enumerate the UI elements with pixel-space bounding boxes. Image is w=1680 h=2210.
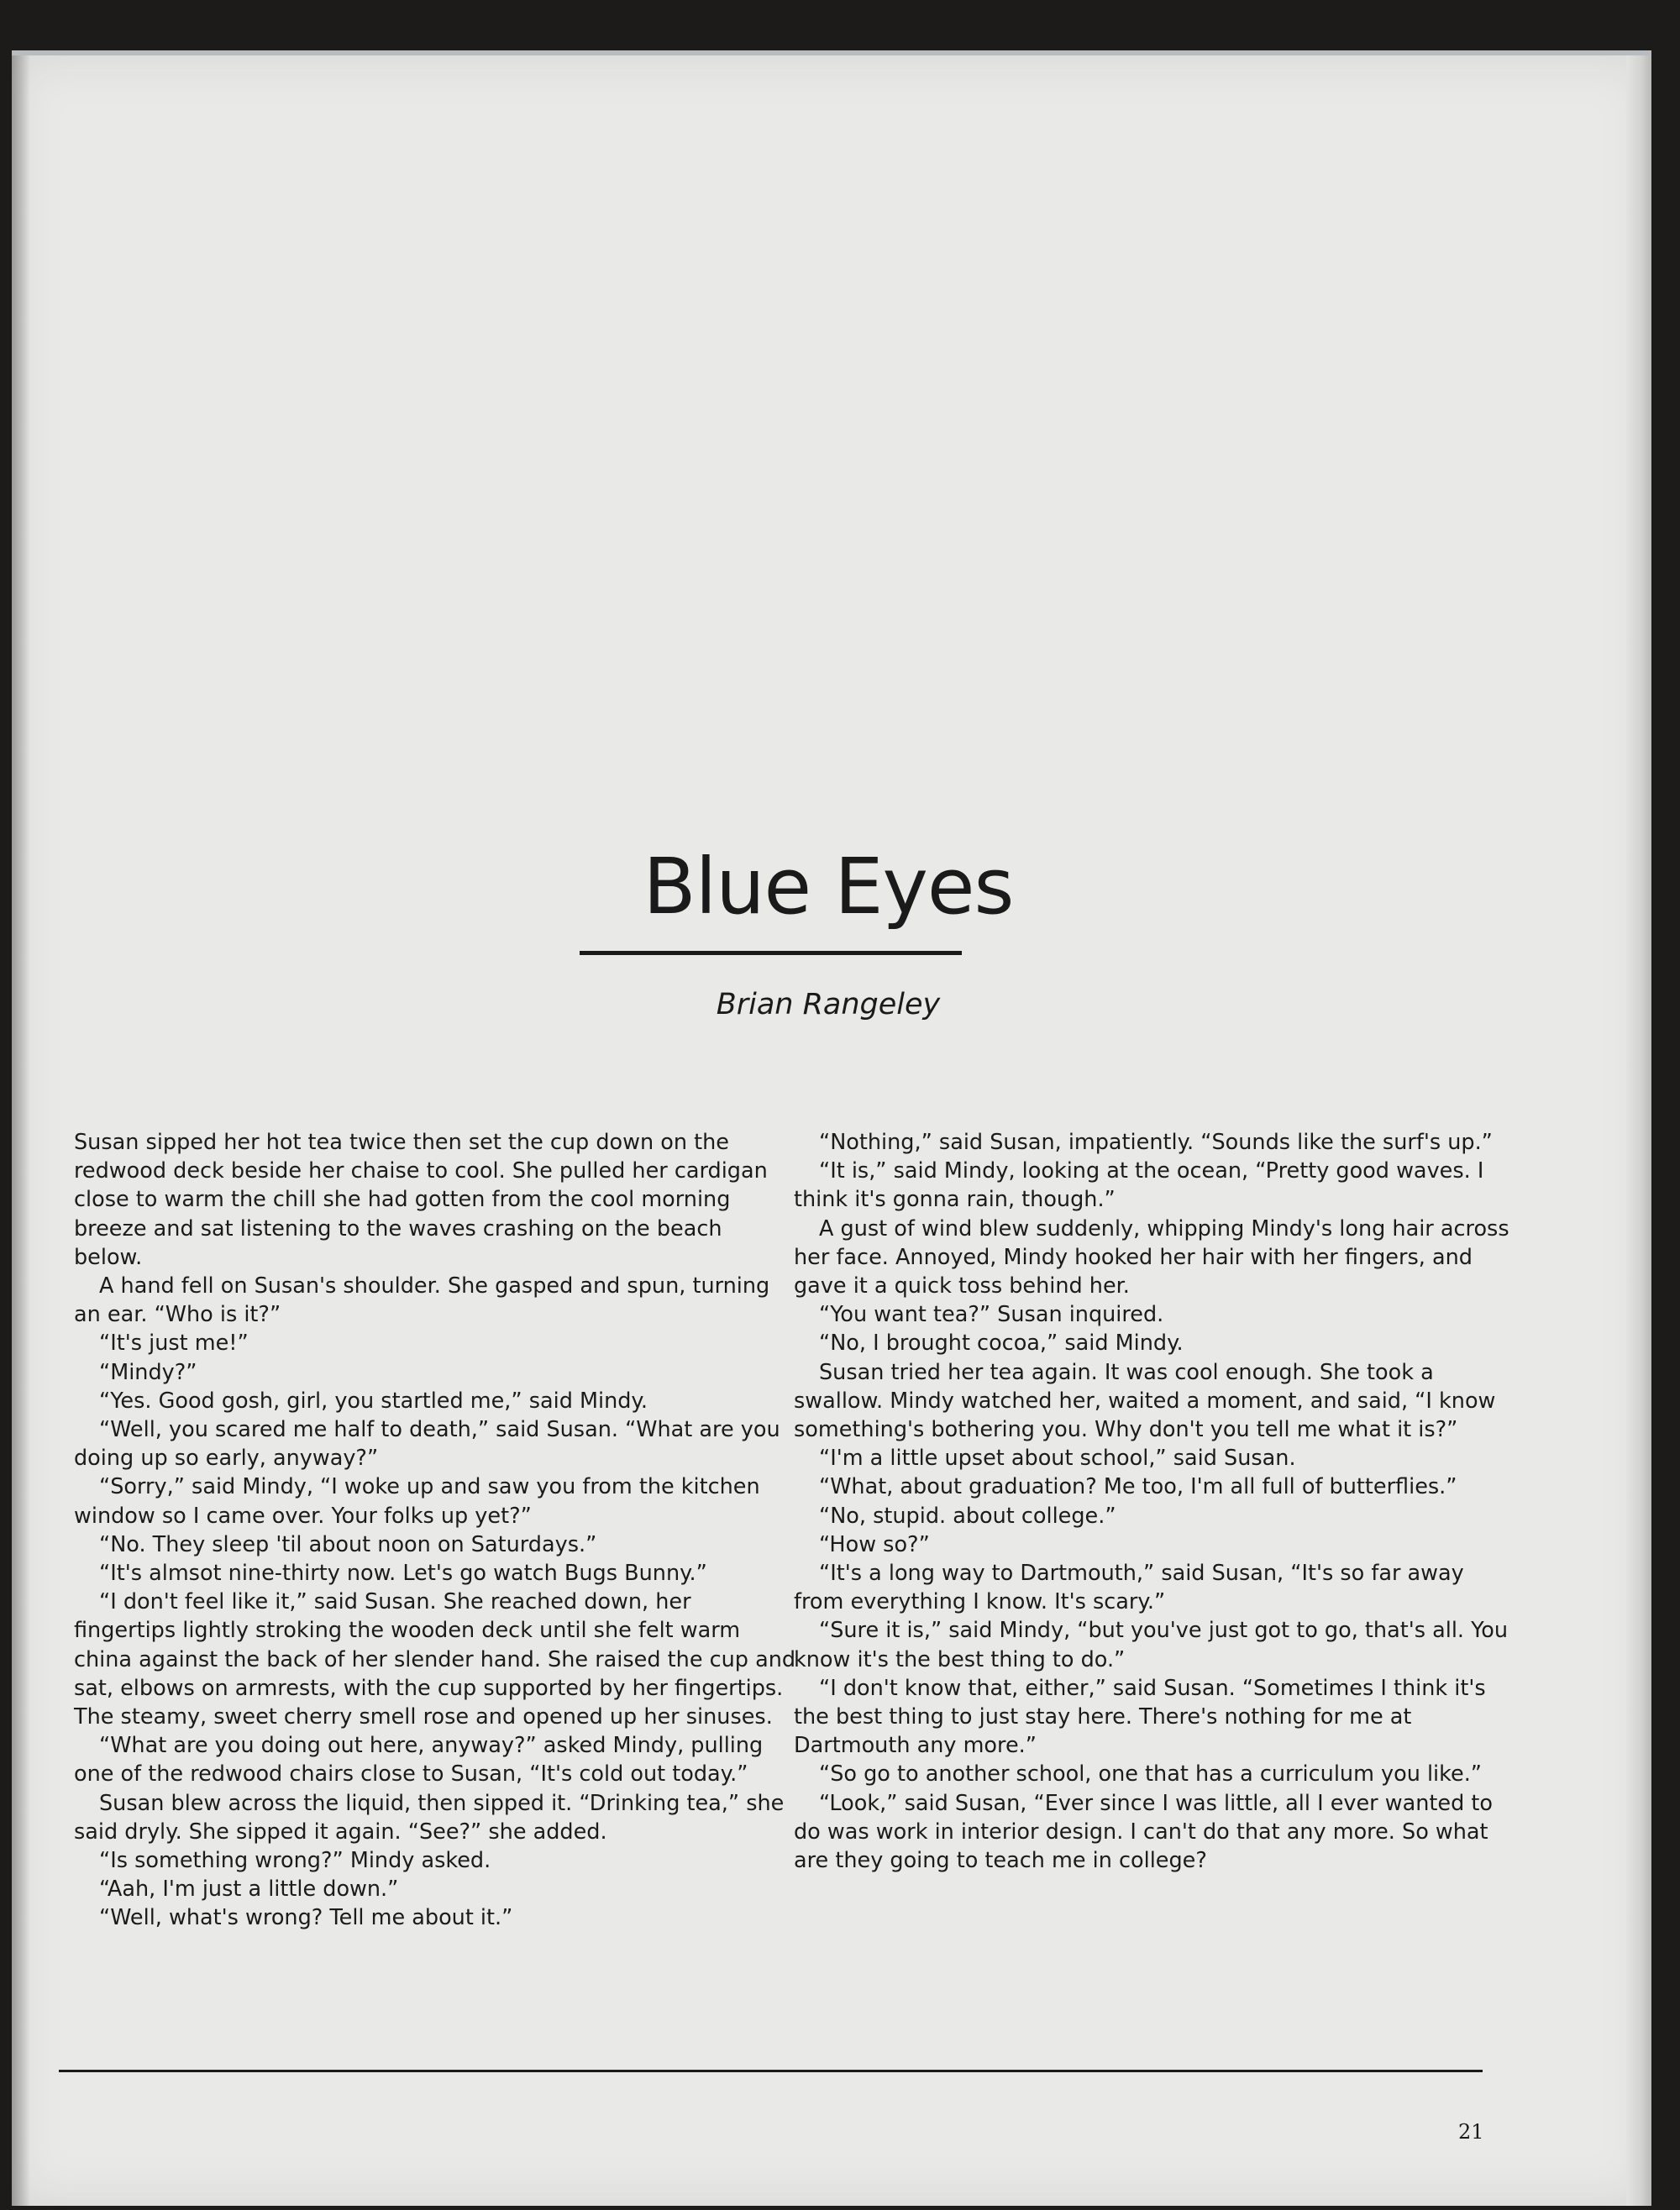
footer-rule [59, 2070, 1483, 2072]
paragraph: “Aah, I'm just a little down.” [99, 1877, 399, 1903]
paragraph: “No. They sleep 'til about noon on Saturdays.” [99, 1531, 597, 1557]
paragraph: A hand fell on Susan's shoulder. She gasped and spun, turning an ear. “Who is it?” [74, 1273, 770, 1328]
paragraph: “I don't know that, either,” said Susan. “Sometimes I think it's the best thing to just stay here. There's nothing for me at Dartmouth any more.” [794, 1675, 1486, 1759]
paragraph: Susan tried her tea again. It was cool enough. She took a swallow. Mindy watched her, waited a moment, and said, “I know something's bothering you. Why don't you tell me what it is?” [794, 1359, 1496, 1443]
paragraph: “Mindy?” [99, 1359, 197, 1385]
page-number: 21 [1458, 2120, 1484, 2144]
paragraph: “Yes. Good gosh, girl, you startled me,” said Mindy. [99, 1388, 648, 1414]
paragraph: Susan blew across the liquid, then sipped it. “Drinking tea,” she said dryly. She sipped it again. “See?” she added. [74, 1790, 785, 1845]
paragraph: “How so?” [819, 1531, 930, 1557]
paragraph: “I'm a little upset about school,” said Susan. [819, 1446, 1296, 1472]
left-column [74, 1128, 796, 1933]
right-column [794, 1128, 1516, 1875]
paragraph: “Is something wrong?” Mindy asked. [99, 1848, 491, 1874]
article-title: Blue Eyes [643, 842, 1014, 932]
paragraph: “Sorry,” said Mindy, “I woke up and saw you from the kitchen window so I came over. Your folks up yet?” [74, 1474, 760, 1529]
spine-shadow [12, 55, 30, 2206]
paragraph: “It is,” said Mindy, looking at the ocean, “Pretty good waves. I think it's gonna rain, though.” [794, 1158, 1484, 1213]
paragraph: “It's just me!” [99, 1331, 249, 1357]
paragraph: “Well, you scared me half to death,” said Susan. “What are you doing up so early, anyway?” [74, 1417, 780, 1472]
paragraph: “You want tea?” Susan inquired. [819, 1302, 1164, 1328]
paragraph: “Sure it is,” said Mindy, “but you've just got to go, that's all. You know it's the best thing to do.” [794, 1618, 1509, 1672]
paragraph: “I don't feel like it,” said Susan. She reached down, her fingertips lightly stroking the wooden deck until she felt warm china against the back of her slender hand. She raised the cup and sat, elbows on armrests, with the cup supported by her fingertips. The steamy, sweet cherry smell rose and opened up her sinuses. [74, 1589, 796, 1730]
paragraph: Susan sipped her hot tea twice then set the cup down on the redwood deck beside her chaise to cool. She pulled her cardigan close to warm the chill she had gotten from the cool morning breeze and sat listening to the waves crashing on the beach below. [74, 1130, 768, 1270]
paragraph: “No, I brought cocoa,” said Mindy. [819, 1331, 1184, 1357]
paragraph: “It's almsot nine-thirty now. Let's go watch Bugs Bunny.” [99, 1561, 707, 1587]
paragraph: “Nothing,” said Susan, impatiently. “Sounds like the surf's up.” [819, 1130, 1493, 1155]
paragraph: “No, stupid. about college.” [819, 1503, 1116, 1529]
page-edge [1626, 55, 1651, 2206]
paragraph: “Look,” said Susan, “Ever since I was little, all I ever wanted to do was work in interior design. I can't do that any more. So what are they going to teach me in college? [794, 1790, 1493, 1874]
paragraph: “What, about graduation? Me too, I'm all full of butterflies.” [819, 1474, 1457, 1500]
article-byline: Brian Rangeley [716, 988, 941, 1021]
paragraph: “What are you doing out here, anyway?” asked Mindy, pulling one of the redwood chairs close to Susan, “It's cold out today.” [74, 1733, 764, 1787]
title-underline [580, 951, 962, 955]
paragraph: “So go to another school, one that has a curriculum you like.” [819, 1761, 1483, 1787]
paragraph: “It's a long way to Dartmouth,” said Susan, “It's so far away from everything I know. It's scary.” [794, 1561, 1464, 1615]
paragraph: A gust of wind blew suddenly, whipping Mindy's long hair across her face. Annoyed, Mindy hooked her hair with her fingers, and gave it a quick toss behind her. [794, 1215, 1509, 1299]
paragraph: “Well, what's wrong? Tell me about it.” [99, 1905, 513, 1931]
